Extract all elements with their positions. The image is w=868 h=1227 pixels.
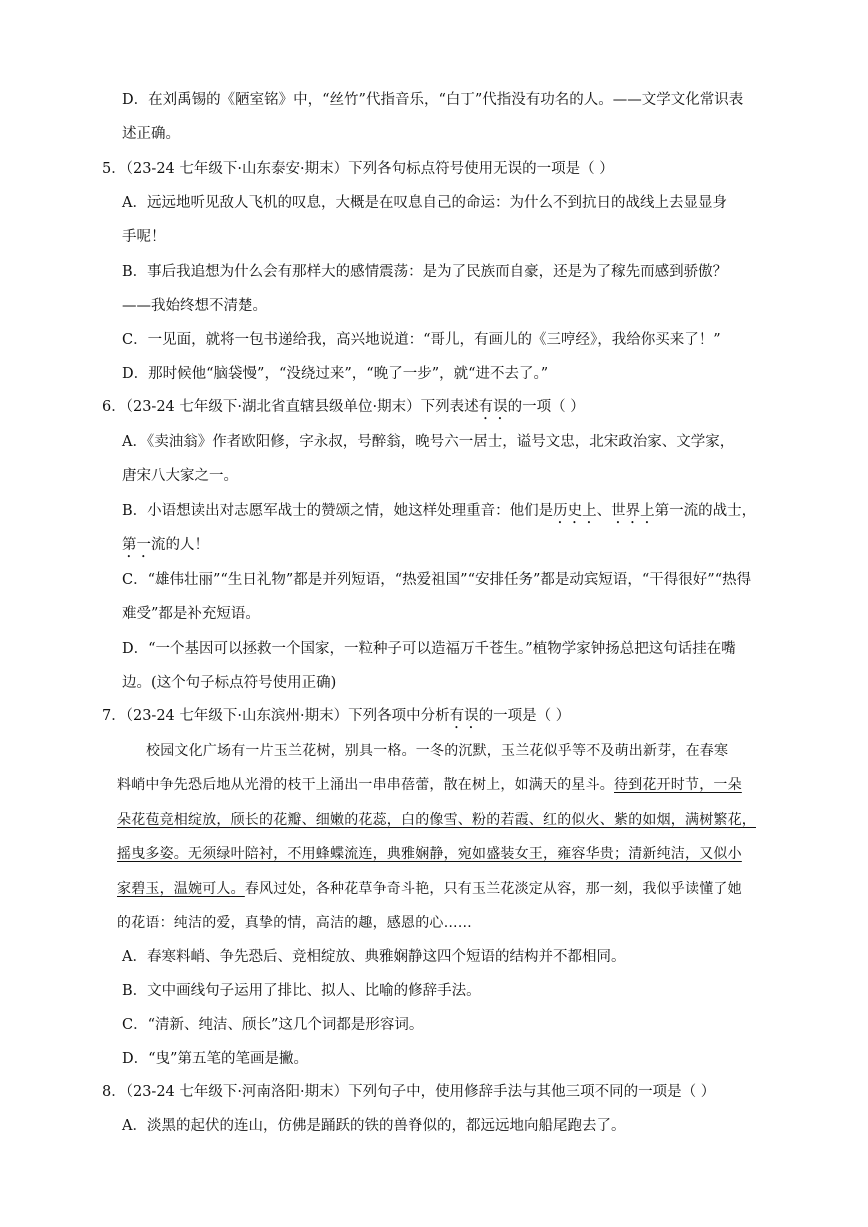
q5-stem: 5．（23-24 七年级下·山东泰安·期末）下列各句标点符号使用无误的一项是（ ） xyxy=(102,161,614,177)
q7-stem xyxy=(102,706,570,732)
q6-option-b-mid: 、 xyxy=(596,503,612,519)
q6-option-d-line1: D．“一个基因可以拯救一个国家，一粒种子可以造福万千苍生。”植物学家钟扬总把这句话挂在嘴 xyxy=(122,641,736,657)
q6-option-b-pre: B．小语想读出对志愿军战士的赞颂之情，她这样处理重音：他们是 xyxy=(122,503,554,519)
q6-option-c-line1: C．“雄伟壮丽”“生日礼物”都是并列短语，“热爱祖国”“安排任务”都是动宾短语，“干得很好”“热得 xyxy=(122,572,752,588)
q6-stem xyxy=(102,397,585,423)
q7-option-a: A．春寒料峭、争先恐后、竞相绽放、典雅娴静这四个短语的结构并不都相同。 xyxy=(122,949,626,965)
q6-option-b-line1 xyxy=(122,501,756,527)
q6-stem-pre: 6．（23-24 七年级下·湖北省直辖县级单位·期末）下列表述 xyxy=(102,399,479,415)
q7-passage-line1: 校园文化广场有一片玉兰花树，别具一格。一冬的沉默，玉兰花似乎等不及萌出新芽，在春寒 xyxy=(146,743,729,759)
q6-option-b-emphasis-3: 第一 xyxy=(122,537,151,553)
q5-option-b-line2: ——我始终想不清楚。 xyxy=(122,298,267,314)
q6-option-a-line1: A．《卖油翁》作者欧阳修，字永叔，号醉翁，晚号六一居士，谥号文忠，北宋政治家、文学家， xyxy=(122,434,735,450)
q7-passage-line2-pre: 料峭中争先恐后地从光滑的枝干上涌出一串串蓓蕾，散在树上，如满天的星斗。 xyxy=(117,777,614,793)
q6-option-b-line2 xyxy=(122,535,209,561)
q6-option-a-line2: 唐宋八大家之一。 xyxy=(122,468,238,484)
q6-option-c-line2: 难受”都是补充短语。 xyxy=(122,606,260,622)
q5-option-b-line1: B．事后我追想为什么会有那样大的感情震荡：是为了民族而自豪，还是为了稼先而感到骄傲？ xyxy=(122,264,728,280)
q7-passage-line5-post: 春风过处，各种花草争奇斗艳，只有玉兰花淡定从容，那一刻，我似乎读懂了她 xyxy=(244,881,742,897)
q7-stem-post: 的一项是（ ） xyxy=(478,708,571,724)
q7-option-b: B．文中画线句子运用了排比、拟人、比喻的修辞手法。 xyxy=(122,983,481,999)
q7-passage-underlined-end: 家碧玉，温婉可人。 xyxy=(117,881,245,897)
q6-stem-post: 的一项（ ） xyxy=(507,399,585,415)
q6-option-b-post: 第一流的战士， xyxy=(654,503,757,519)
q7-passage-underlined-start: 待到花开时节，一朵 xyxy=(614,777,742,793)
q6-option-b-emphasis-1: 历史上 xyxy=(553,503,597,519)
q7-passage-line3-underlined: 朵花苞竞相绽放，颀长的花瓣、细嫩的花蕊，白的像雪、粉的若霞、红的似火、紫的如烟，满树繁花， xyxy=(117,812,756,828)
q4-option-d-line1: D．在刘禹锡的《陋室铭》中，“丝竹”代指音乐，“白丁”代指没有功名的人。——文学文化常识表 xyxy=(122,92,744,108)
q8-stem: 8．（23-24 七年级下·河南洛阳·期末）下列句子中，使用修辞手法与其他三项不同的一项是（ ） xyxy=(102,1084,716,1100)
q6-option-d-line2: 边。(这个句子标点符号使用正确) xyxy=(122,675,337,691)
q5-option-d: D．那时候他“脑袋慢”，“没绕过来”，“晚了一步”，就“进不去了。” xyxy=(122,366,549,382)
q6-stem-emphasis: 有误 xyxy=(478,399,508,415)
q7-stem-pre: 7．（23-24 七年级下·山东滨州·期末）下列各项中分析 xyxy=(102,708,450,724)
q7-option-c: C．“清新、纯洁、颀长”这几个词都是形容词。 xyxy=(122,1017,424,1033)
q6-option-b-line2-post: 流的人！ xyxy=(151,537,209,553)
q7-stem-emphasis: 有误 xyxy=(449,708,479,724)
q7-passage-line6: 的花语：纯洁的爱，真挚的情，高洁的趣，感恩的心…… xyxy=(117,915,472,931)
q8-option-a: A．淡黑的起伏的连山，仿佛是踊跃的铁的兽脊似的，都远远地向船尾跑去了。 xyxy=(122,1118,626,1134)
q7-option-d: D．“曳”第五笔的笔画是撇。 xyxy=(122,1051,308,1067)
q5-option-c: C．一见面，就将一包书递给我，高兴地说道：“哥儿，有画儿的《三哼经》，我给你买来了！” xyxy=(122,332,721,348)
q4-option-d-line2: 述正确。 xyxy=(122,126,180,142)
q7-passage-line2 xyxy=(117,775,742,795)
q7-passage-line4-underlined: 摇曳多姿。无须绿叶陪衬，不用蜂蝶流连，典雅娴静，宛如盛装女王，雍容华贵；清新纯洁，又似小 xyxy=(117,846,742,862)
q5-option-a-line1: A．远远地听见敌人飞机的叹息，大概是在叹息自己的命运：为什么不到抗日的战线上去显显身 xyxy=(122,195,727,211)
q6-option-b-emphasis-2: 世界上 xyxy=(611,503,655,519)
q5-option-a-line2: 手呢！ xyxy=(122,229,166,245)
q7-passage-line5 xyxy=(117,879,742,899)
